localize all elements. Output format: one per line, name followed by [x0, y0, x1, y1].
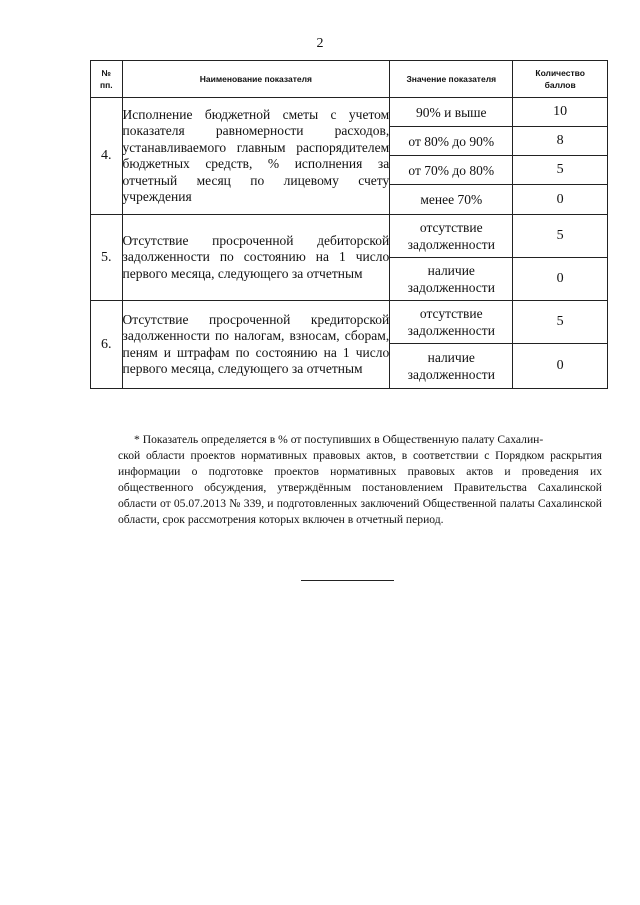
table-header-row — [91, 61, 608, 98]
header-number — [91, 61, 123, 98]
table-row — [91, 215, 608, 258]
table-row — [91, 301, 608, 344]
indicator-value-line1: наличие — [427, 350, 475, 365]
row-number: 6. — [91, 301, 123, 389]
header-score-line2: баллов — [544, 80, 576, 90]
header-number-line2: пп. — [99, 80, 113, 90]
indicator-value: менее 70% — [390, 185, 513, 215]
header-value: Значение показателя — [390, 61, 513, 98]
indicator-value — [390, 344, 513, 389]
indicator-score: 5 — [513, 156, 608, 185]
footnote-first-line: * Показатель определяется в % от поступивших в Общественную палату Сахалин- — [134, 433, 544, 446]
indicator-value: от 80% до 90% — [390, 127, 513, 156]
indicator-score: 0 — [513, 258, 608, 301]
indicator-score: 10 — [513, 98, 608, 127]
indicator-value — [390, 215, 513, 258]
end-divider — [301, 580, 394, 581]
indicator-score: 8 — [513, 127, 608, 156]
row-number: 5. — [91, 215, 123, 301]
indicator-score: 0 — [513, 185, 608, 215]
table-row — [91, 98, 608, 127]
indicator-value — [390, 301, 513, 344]
indicator-score: 0 — [513, 344, 608, 389]
indicator-value-line2: задолженности — [407, 367, 495, 382]
header-score-line1: Количество — [535, 68, 585, 78]
indicator-value: от 70% до 80% — [390, 156, 513, 185]
footnote — [118, 432, 602, 528]
indicator-value — [390, 258, 513, 301]
indicator-name: Отсутствие просроченной дебиторской задолженности по состоянию на 1 число первого месяца, следующего за отчетным — [122, 215, 390, 301]
indicator-name: Исполнение бюджетной сметы с учетом показателя равномерности расходов, устанавливаемого главным распорядителем бюджетных средств, % исполнения за отчетный месяц по лицевому счету учреждения — [122, 98, 390, 215]
indicator-value-line1: отсутствие — [419, 220, 483, 235]
indicator-value-line2: задолженности — [407, 237, 495, 252]
row-number: 4. — [91, 98, 123, 215]
footnote-text: ской области проектов нормативных правовых актов, в соответствии с Порядком раскрытия информации о подготовке проектов нормативных правовых актов и проведения их общественного обсуждения, утверждённым постановлением Правительства Сахалинской области от 05.07.2013 № 339, и подготовленных заключений Общественной палаты Сахалинской области, срок рассмотрения которых включен в отчетный период. — [118, 449, 602, 526]
header-score — [513, 61, 608, 98]
indicator-name: Отсутствие просроченной кредиторской задолженности по налогам, взносам, сборам, пеням и штрафам по состоянию на 1 число первого месяца, следующего за отчетным — [122, 301, 390, 389]
indicator-value: 90% и выше — [390, 98, 513, 127]
page-number: 2 — [316, 36, 324, 51]
indicator-score: 5 — [513, 301, 608, 344]
header-number-line1: № — [101, 68, 112, 78]
indicator-score: 5 — [513, 215, 608, 258]
indicator-value-line2: задолженности — [407, 323, 495, 338]
header-name: Наименование показателя — [122, 61, 390, 98]
indicator-value-line2: задолженности — [407, 280, 495, 295]
indicator-value-line1: отсутствие — [419, 306, 483, 321]
indicators-table — [90, 60, 608, 389]
indicator-value-line1: наличие — [427, 263, 475, 278]
